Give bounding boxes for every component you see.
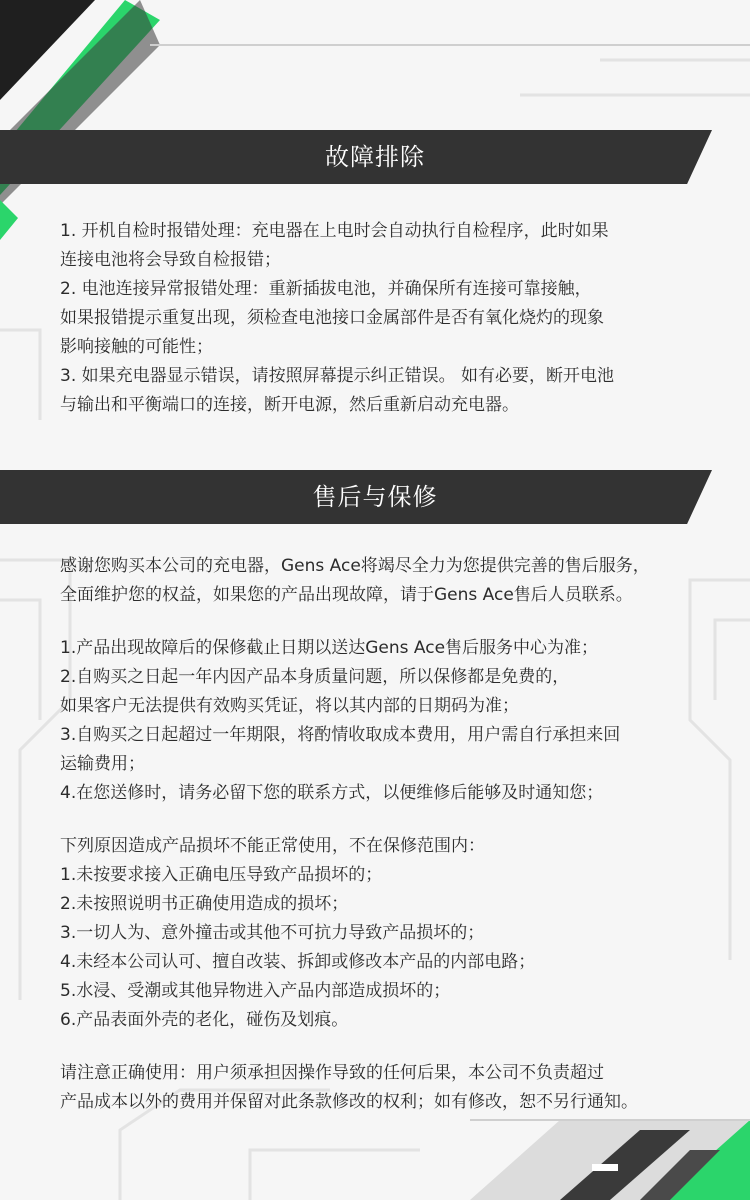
warranty-notice-line: 请注意正确使用：用户须承担因操作导致的任何后果，本公司不负责超过 xyxy=(60,1063,604,1083)
troubleshooting-text xyxy=(60,217,720,420)
warranty-intro-line: 全面维护您的权益，如果您的产品出现故障，请于Gens Ace售后人员联系。 xyxy=(60,585,633,605)
warranty-exclusion-line: 3.一切人为、意外撞击或其他不可抗力导致产品损坏的； xyxy=(60,923,485,943)
troubleshooting-line: 1. 开机自检时报错处理：充电器在上电时会自动执行自检程序，此时如果 xyxy=(60,221,609,241)
warranty-exclusion-line: 5.水浸、受潮或其他异物进入产品内部造成损坏的； xyxy=(60,981,451,1001)
warranty-term-line: 1.产品出现故障后的保修截止日期以送达Gens Ace售后服务中心为准； xyxy=(60,638,599,658)
troubleshooting-line: 与输出和平衡端口的连接，断开电源，然后重新启动充电器。 xyxy=(60,395,519,415)
warranty-term-line: 4.在您送修时，请务必留下您的联系方式，以便维修后能够及时通知您； xyxy=(60,783,604,803)
warranty-term-line: 运输费用； xyxy=(60,754,145,774)
troubleshooting-line: 2. 电池连接异常报错处理：重新插拔电池，并确保所有连接可靠接触， xyxy=(60,279,592,299)
troubleshooting-line: 3. 如果充电器显示错误，请按照屏幕提示纠正错误。 如有必要，断开电池 xyxy=(60,366,615,386)
warranty-text xyxy=(60,552,720,1117)
warranty-exclusion-line: 4.未经本公司认可、擅自改装、拆卸或修改本产品的内部电路； xyxy=(60,952,536,972)
warranty-term-line: 2.自购买之日起一年内因产品本身质量问题，所以保修都是免费的， xyxy=(60,667,570,687)
troubleshooting-title: 故障排除 xyxy=(325,143,425,171)
warranty-title: 售后与保修 xyxy=(312,483,438,511)
troubleshooting-line: 连接电池将会导致自检报错； xyxy=(60,250,281,270)
warranty-exclusion-line: 下列原因造成产品损坏不能正常使用，不在保修范围内： xyxy=(60,836,485,856)
warranty-intro-line: 感谢您购买本公司的充电器，Gens Ace将竭尽全力为您提供完善的售后服务， xyxy=(60,556,650,576)
troubleshooting-line: 如果报错提示重复出现，须检查电池接口金属部件是否有氧化烧灼的现象 xyxy=(60,308,604,328)
warranty-term-line: 3.自购买之日起超过一年期限，将酌情收取成本费用，用户需自行承担来回 xyxy=(60,725,621,745)
warranty-term-line: 如果客户无法提供有效购买凭证，将以其内部的日期码为准； xyxy=(60,696,519,716)
warranty-notice-line: 产品成本以外的费用并保留对此条款修改的权利；如有修改，恕不另行通知。 xyxy=(60,1092,638,1112)
troubleshooting-line: 影响接触的可能性； xyxy=(60,337,213,357)
warranty-exclusion-line: 1.未按要求接入正确电压导致产品损坏的； xyxy=(60,865,383,885)
warranty-exclusion-line: 2.未按照说明书正确使用造成的损坏； xyxy=(60,894,349,914)
warranty-exclusion-line: 6.产品表面外壳的老化，碰伤及划痕。 xyxy=(60,1010,349,1030)
